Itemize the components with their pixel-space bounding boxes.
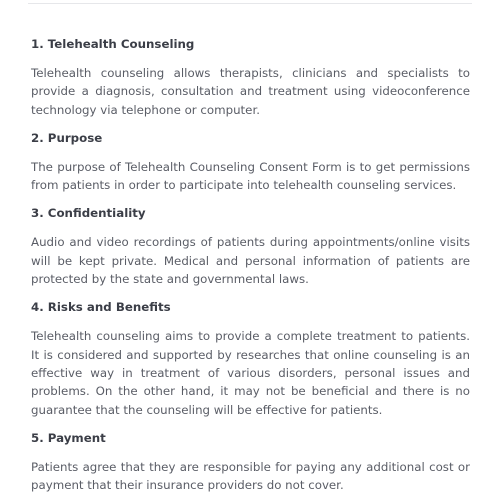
consent-document [31, 35, 470, 494]
section-body: The purpose of Telehealth Counseling Consent Form is to get permissions from patients in order to participate into telehealth counseling services. [31, 159, 470, 193]
section-payment [31, 429, 470, 494]
section-body: Audio and video recordings of patients during appointments/online visits will be kept private. Medical and personal information of patients are protected by the state and governmental laws. [31, 235, 470, 287]
section-title: 1. Telehealth Counseling [31, 37, 195, 51]
section-risks-and-benefits [31, 298, 470, 418]
section-title: 4. Risks and Benefits [31, 300, 171, 315]
section-title: 2. Purpose [31, 130, 103, 145]
section-title: 5. Payment [31, 430, 106, 445]
section-body: Telehealth counseling aims to provide a complete treatment to patients. It is considered and supported by researches that online counseling is an effective way in treatment of various disorders, personal issues and problems. On the other hand, it may not be beneficial and there is no guarantee that the counseling will be effective for patients. [31, 329, 470, 417]
top-divider [28, 3, 472, 4]
section-title: 3. Confidentiality [31, 206, 146, 221]
section-purpose [31, 129, 470, 195]
section-body: Telehealth counseling allows therapists, clinicians and specialists to provide a diagnosis, consultation and treatment using videoconference technology via telephone or computer. [31, 66, 470, 117]
section-telehealth-counseling [31, 35, 470, 119]
section-body: Patients agree that they are responsible for paying any additional cost or payment that their insurance providers do not cover. [31, 459, 470, 493]
section-confidentiality [31, 204, 470, 288]
